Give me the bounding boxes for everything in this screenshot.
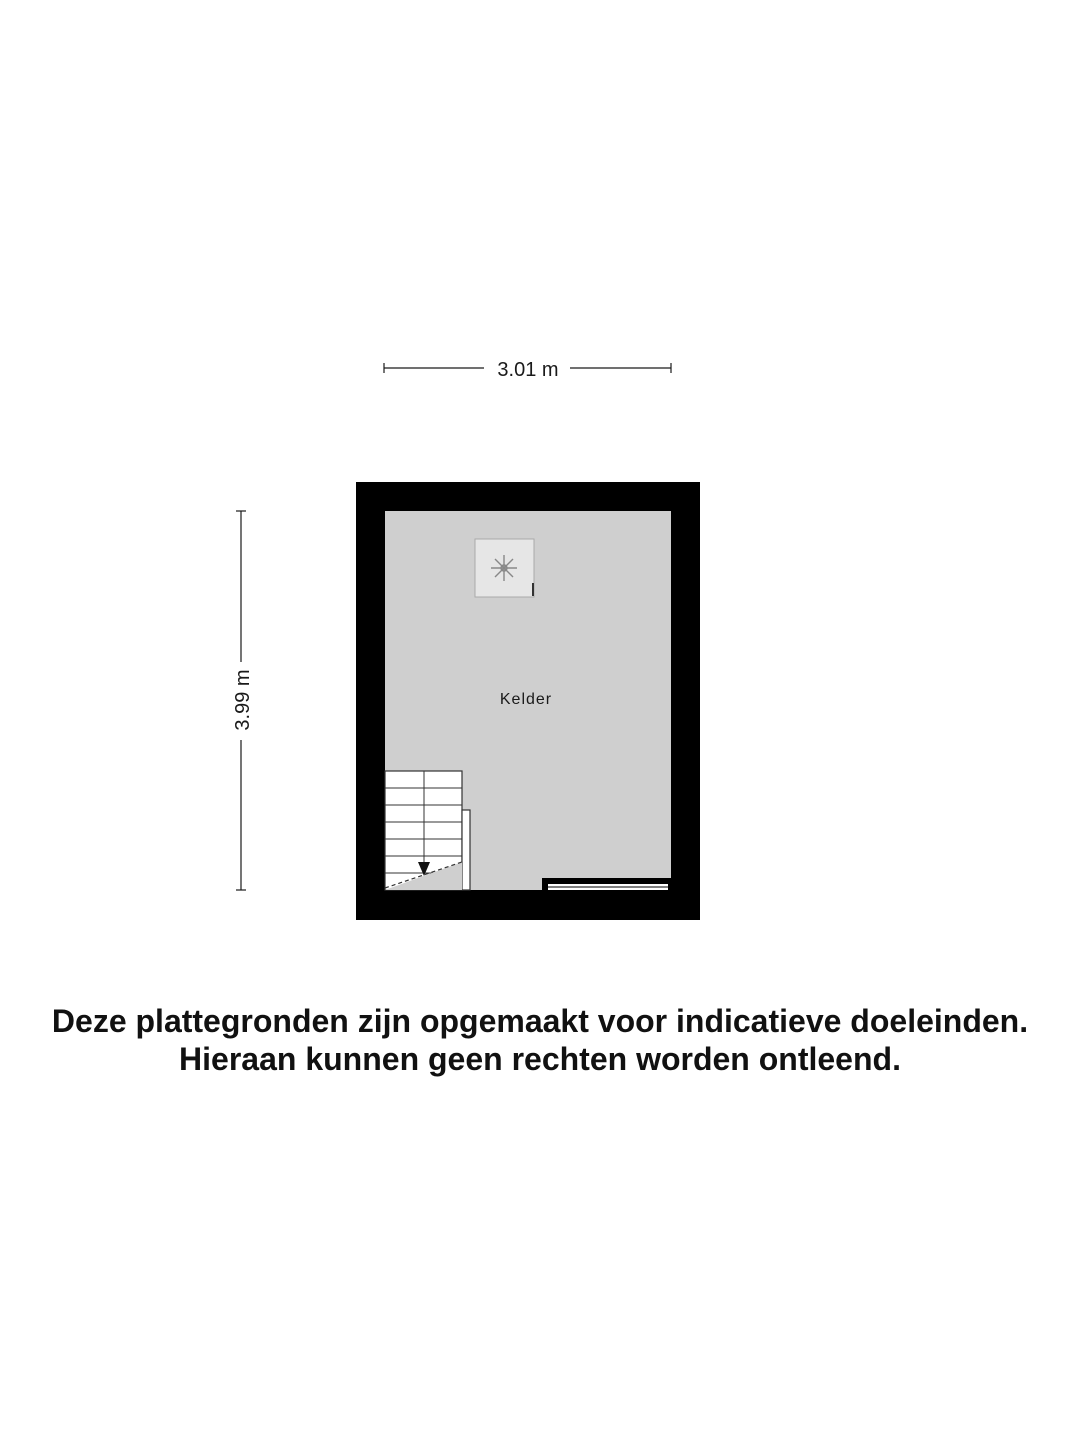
disclaimer-line-1: Deze plattegronden zijn opgemaakt voor indicatieve doeleinden. (51, 1003, 1029, 1039)
width-label: 3.01 m (497, 359, 559, 381)
height-dimension (232, 511, 254, 890)
wall-niche (542, 878, 671, 890)
disclaimer-line-2: Hieraan kunnen geen rechten worden ontleend. (179, 1041, 901, 1077)
room-label-kelder: Kelder (499, 691, 553, 708)
width-dimension (384, 359, 671, 381)
stairs-down-icon (385, 771, 470, 890)
boiler-icon (475, 539, 534, 597)
height-label: 3.99 m (232, 669, 254, 731)
